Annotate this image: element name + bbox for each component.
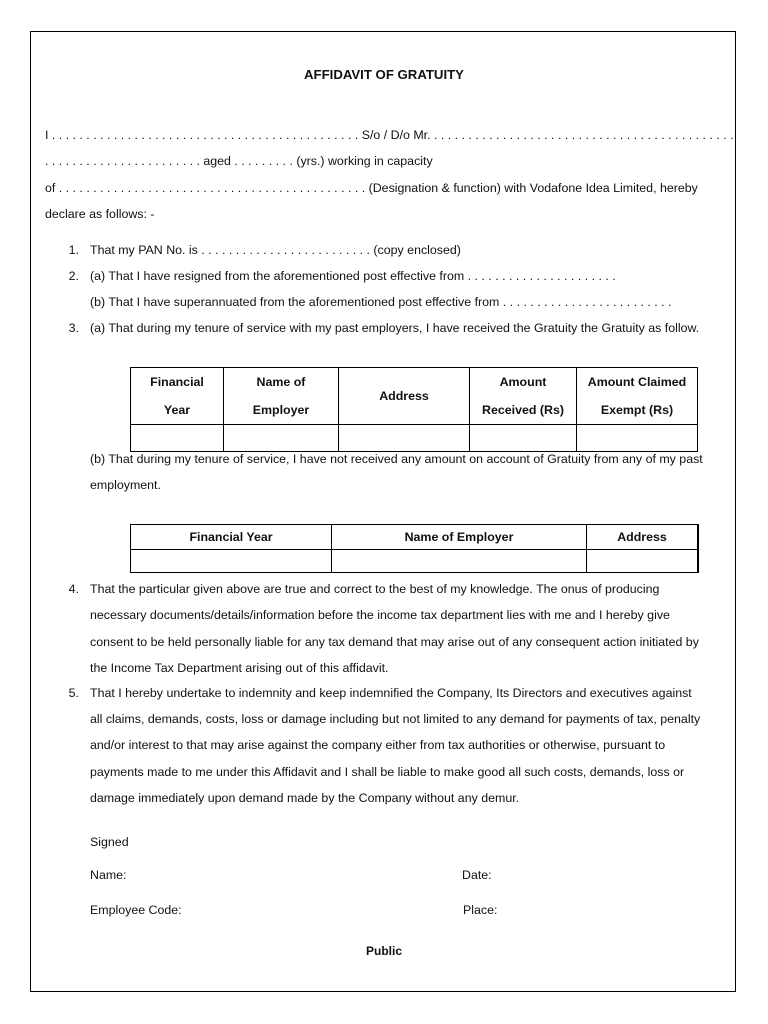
- item-indemnity-line-3: and/or interest to that may arise against the company either from tax authorities or otherwise, pursuant to: [90, 738, 666, 752]
- item-number-1: 1.: [68, 243, 79, 257]
- cell-address[interactable]: [587, 550, 699, 573]
- header-name-of-employer: Name of Employer: [332, 525, 587, 550]
- item-resigned: (a) That I have resigned from the aforementioned post effective from . . . . . . . . . . . . . . . . . . . . . .: [90, 269, 616, 283]
- no-gratuity-table: [130, 524, 699, 573]
- header-name-of-employer: Name of Employer: [224, 368, 339, 425]
- place-label: Place:: [463, 903, 498, 917]
- item-declaration-line-4: the Income Tax Department arising out of this affidavit.: [90, 661, 389, 675]
- item-number-3: 3.: [68, 321, 79, 335]
- item-declaration-line-3: consent to be held personally liable for any tax demand that may arise out of any consequent action initiated by: [90, 635, 699, 649]
- table-row: [131, 425, 698, 452]
- cell-amount-claimed-exempt[interactable]: [577, 425, 698, 452]
- table-row: [131, 550, 699, 573]
- header-financial-year: Financial Year: [131, 525, 332, 550]
- gratuity-received-table: [130, 367, 698, 452]
- item-indemnity-line-2: all claims, demands, costs, loss or damage including but not limited to any demand for payments of tax, penalty: [90, 712, 701, 726]
- item-number-2: 2.: [68, 269, 79, 283]
- header-amount-claimed-exempt: Amount Claimed Exempt (Rs): [577, 368, 698, 425]
- cell-address[interactable]: [339, 425, 470, 452]
- item-number-4: 4.: [68, 582, 79, 596]
- item-declaration-line-1: That the particular given above are true and correct to the best of my knowledge. The onus of producing: [90, 582, 660, 596]
- intro-line-4: declare as follows: -: [45, 207, 155, 221]
- item-superannuated: (b) That I have superannuated from the aforementioned post effective from . . . . . . . . . . . . . . . . . . . . . . . . .: [90, 295, 672, 309]
- cell-financial-year[interactable]: [131, 550, 332, 573]
- intro-line-1: I . . . . . . . . . . . . . . . . . . . . . . . . . . . . . . . . . . . . . . . . . . . . . S/o / D/o Mr. . . . . . . . . . . . . . . . . . . . . . . . . . . . . . . . . . . . . . . . . . . . .: [45, 128, 734, 142]
- intro-line-2: . . . . . . . . . . . . . . . . . . . . . . . aged . . . . . . . . . (yrs.) working in capacity: [45, 154, 433, 168]
- intro-line-3: of . . . . . . . . . . . . . . . . . . . . . . . . . . . . . . . . . . . . . . . . . . . . . (Designation & function) with Vodafone Idea Limited, hereby: [45, 181, 698, 195]
- signed-label: Signed: [90, 835, 129, 849]
- header-address: Address: [339, 368, 470, 425]
- table-header-row: [131, 368, 698, 425]
- cell-name-of-employer[interactable]: [332, 550, 587, 573]
- employee-code-label: Employee Code:: [90, 903, 182, 917]
- table-header-row: [131, 525, 699, 550]
- item-no-gratuity-line-1: (b) That during my tenure of service, I have not received any amount on account of Gratuity from any of my past: [90, 452, 703, 466]
- page-border: [30, 31, 736, 992]
- header-financial-year: Financial Year: [131, 368, 224, 425]
- header-address: Address: [587, 525, 699, 550]
- date-label: Date:: [462, 868, 492, 882]
- item-no-gratuity-line-2: employment.: [90, 478, 161, 492]
- item-gratuity-received: (a) That during my tenure of service with my past employers, I have received the Gratuity the Gratuity as follow.: [90, 321, 700, 335]
- item-pan: That my PAN No. is . . . . . . . . . . . . . . . . . . . . . . . . . (copy enclosed): [90, 243, 461, 257]
- item-declaration-line-2: necessary documents/details/information before the income tax department lies with me and I hereby give: [90, 608, 670, 622]
- cell-amount-received[interactable]: [470, 425, 577, 452]
- item-number-5: 5.: [68, 686, 79, 700]
- header-amount-received: Amount Received (Rs): [470, 368, 577, 425]
- cell-name-of-employer[interactable]: [224, 425, 339, 452]
- classification-footer: Public: [365, 944, 402, 958]
- document-title: AFFIDAVIT OF GRATUITY: [304, 67, 464, 82]
- item-indemnity-line-4: payments made to me under this Affidavit and I shall be liable to make good all such costs, demands, loss or: [90, 765, 685, 779]
- cell-financial-year[interactable]: [131, 425, 224, 452]
- item-indemnity-line-1: That I hereby undertake to indemnity and keep indemnified the Company, Its Directors and executives against: [90, 686, 692, 700]
- name-label: Name:: [90, 868, 127, 882]
- item-indemnity-line-5: damage immediately upon demand made by the Company without any demur.: [90, 791, 520, 805]
